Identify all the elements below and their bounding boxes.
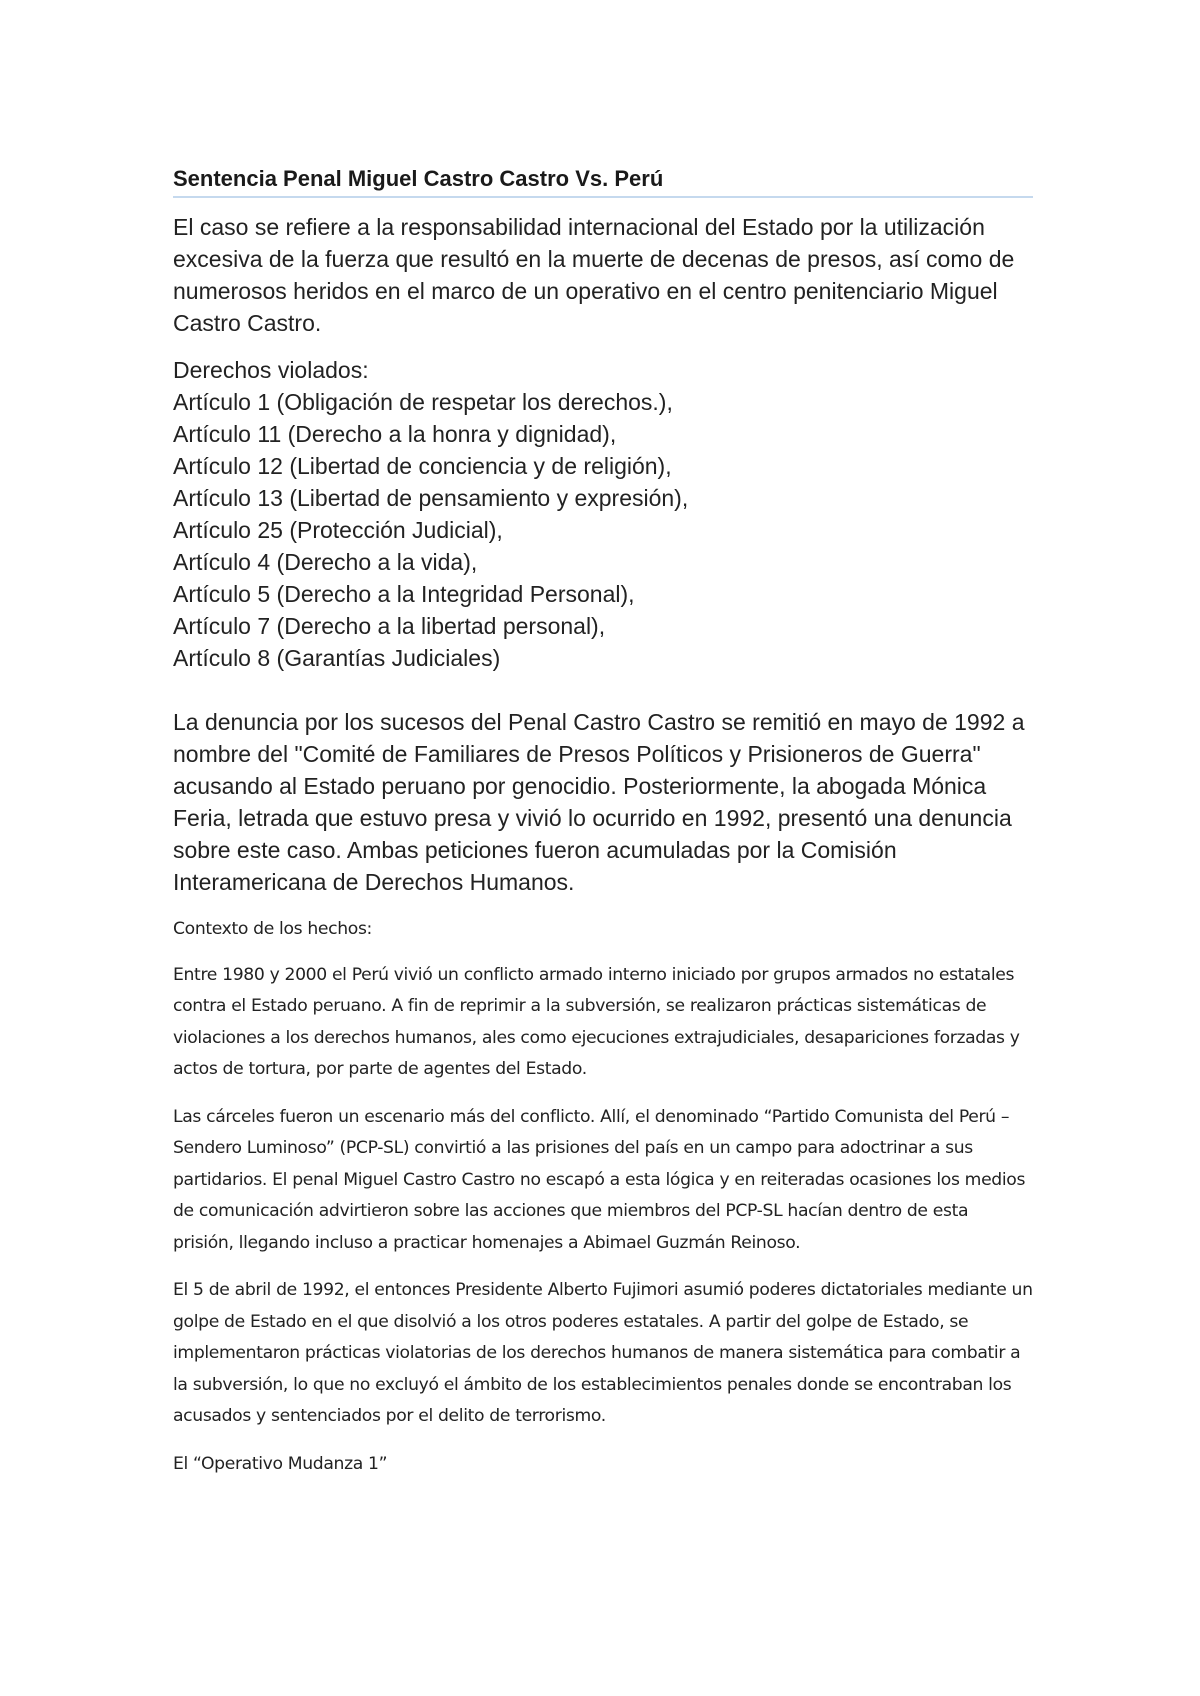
rights-item: Artículo 4 (Derecho a la vida), — [173, 549, 478, 575]
context-heading: Contexto de los hechos: — [173, 919, 372, 939]
section-heading-operativo: El “Operativo Mudanza 1” — [173, 1453, 388, 1474]
document-title: Sentencia Penal Miguel Castro Castro Vs. Perú — [173, 165, 1033, 198]
rights-item: Artículo 7 (Derecho a la libertad personal), — [173, 613, 606, 639]
context-paragraph: El 5 de abril de 1992, el entonces Presidente Alberto Fujimori asumió poderes dictatoriales mediante un golpe de Estado en el que disolvió a los otros poderes estatales. A partir del golpe de Estado, se implementaron prácticas violatorias de los derechos humanos de manera sistemática para combatir a la subversión, lo que no excluyó el ámbito de los establecimientos penales donde se encontraban los acusados y sentenciados por el delito de terrorismo. — [173, 1280, 1033, 1426]
rights-item: Artículo 11 (Derecho a la honra y dignidad), — [173, 421, 617, 447]
document-page — [173, 165, 1033, 1480]
rights-item: Artículo 12 (Libertad de conciencia y de religión), — [173, 453, 672, 479]
rights-item: Artículo 13 (Libertad de pensamiento y expresión), — [173, 485, 689, 511]
context-paragraph: Entre 1980 y 2000 el Perú vivió un conflicto armado interno iniciado por grupos armados no estatales contra el Estado peruano. A fin de reprimir a la subversión, se realizaron prácticas sistemáticas de violaciones a los derechos humanos, ales como ejecuciones extrajudiciales, desapariciones forzadas y actos de tortura, por parte de agentes del Estado. — [173, 964, 1020, 1079]
rights-item: Artículo 25 (Protección Judicial), — [173, 517, 503, 543]
intro-paragraph: El caso se refiere a la responsabilidad internacional del Estado por la utilización excesiva de la fuerza que resultó en la muerte de decenas de presos, así como de numerosos heridos en el marco de un operativo en el centro penitenciario Miguel Castro Castro. — [173, 214, 1015, 336]
rights-item: Artículo 5 (Derecho a la Integridad Personal), — [173, 581, 635, 607]
context-paragraph: Las cárceles fueron un escenario más del conflicto. Allí, el denominado “Partido Comunista del Perú – Sendero Luminoso” (PCP-SL) convirtió a las prisiones del país en un campo para adoctrinar a sus partidarios. El penal Miguel Castro Castro no escapó a esta lógica y en reiteradas ocasiones los medios de comunicación advirtieron sobre las acciones que miembros del PCP-SL hacían dentro de esta prisión, llegando incluso a practicar homenajes a Abimael Guzmán Reinoso. — [173, 1106, 1026, 1253]
rights-heading: Derechos violados: — [173, 357, 369, 383]
rights-item: Artículo 8 (Garantías Judiciales) — [173, 645, 501, 671]
rights-list — [173, 386, 1033, 674]
complaint-paragraph: La denuncia por los sucesos del Penal Castro Castro se remitió en mayo de 1992 a nombre del "Comité de Familiares de Presos Políticos y Prisioneros de Guerra" acusando al Estado peruano por genocidio. Posteriormente, la abogada Mónica Feria, letrada que estuvo presa y vivió lo ocurrido en 1992, presentó una denuncia sobre este caso. Ambas peticiones fueron acumuladas por la Comisión Interamericana de Derechos Humanos. — [173, 709, 1025, 895]
rights-item: Artículo 1 (Obligación de respetar los derechos.), — [173, 389, 673, 415]
